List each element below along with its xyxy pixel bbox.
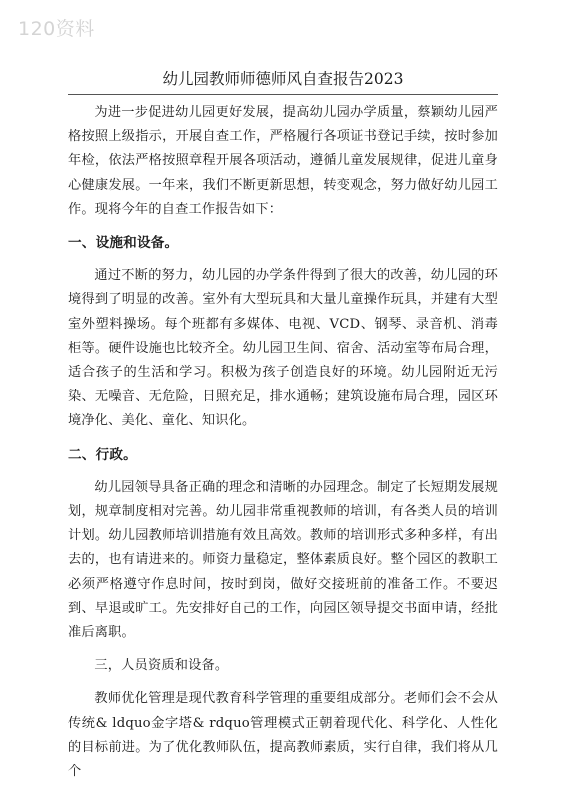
section-heading-facilities: 一、设施和设备。: [68, 235, 179, 252]
document-body: [68, 101, 498, 793]
document-title: 幼儿园教师师德师风自查报告2023: [162, 70, 404, 88]
section-heading-administration: 二、行政。: [68, 446, 137, 463]
intro-paragraph: 为进一步促进幼儿园更好发展，提高幼儿园办学质量，蔡颖幼儿园严格按照上级指示，开展自查工作，严格履行各项证书登记手续，按时参加年检，依法严格按照章程开展各项活动，遵循儿童发展规律，促进儿童身心健康发展。一年来，我们不断更新思想，转变观念，努力做好幼儿园工作。现将今年的自查工作报告如下：: [68, 105, 498, 217]
section-paragraph-administration: 幼儿园领导具备正确的理念和清晰的办园理念。制定了长短期发展规划，规章制度相对完善。幼儿园非常重视教师的培训，有各类人员的培训计划。幼儿园教师培训措施有效且高效。教师的培训形式多种多样，有出去的，也有请进来的。师资力量稳定，整体素质良好。整个园区的教职工必须严格遵守作息时间，按时到岗，做好交接班前的准备工作。不要迟到、早退或旷工。先安排好自己的工作，向园区领导提交书面申请，经批准后离职。: [68, 479, 498, 641]
watermark: 120资料: [18, 18, 95, 40]
section-paragraph-personnel: 教师优化管理是现代教育科学管理的重要组成部分。老师们会不会从传统& ldquo金字塔& rdquo管理模式正朝着现代化、科学化、人性化的目标前进。为了优化教师队伍，提高教师素质，实行自律，我们将从几个: [68, 691, 498, 780]
title-divider: [68, 94, 498, 95]
section-paragraph-facilities: 通过不断的努力，幼儿园的办学条件得到了很大的改善，幼儿园的环境得到了明显的改善。室外有大型玩具和大量儿童操作玩具，并建有大型室外塑料操场。每个班都有多媒体、电视、VCD、钢琴、录音机、消毒柜等。硬件设施也比较齐全。幼儿园卫生间、宿舍、活动室等布局合理，适合孩子的生活和学习。积极为孩子创造良好的环境。幼儿园附近无污染、无噪音、无危险，日照充足，排水通畅；建筑设施布局合理，园区环境净化、美化、童化、知识化。: [68, 268, 498, 429]
section-heading-personnel: 三，人员资质和设备。: [94, 658, 229, 674]
